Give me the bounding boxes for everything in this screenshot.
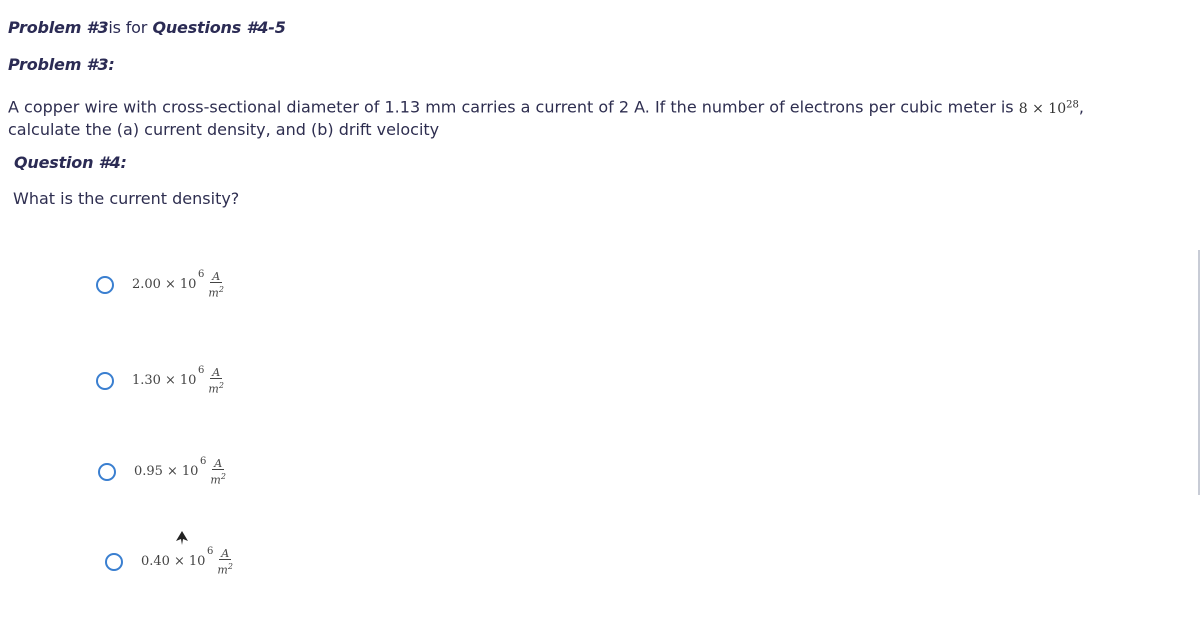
unit-numerator: A [212,270,221,283]
answer-option[interactable] [105,548,233,576]
answer-option[interactable] [98,458,226,486]
power-base [188,546,214,570]
problem-label: Problem #3: [8,55,115,74]
times-symbol: × [173,554,185,570]
answer-option[interactable] [96,367,224,395]
answer-option-label [132,271,224,299]
power-base [179,365,205,389]
power-exponent: 6 [198,365,205,377]
power-base-value: 10 [179,373,197,389]
mouse-cursor-icon [176,531,188,545]
unit-denominator [208,379,224,395]
unit-denominator-exponent: 2 [227,562,233,571]
unit-denominator-base: m [208,286,219,300]
power-exponent: 6 [207,546,214,558]
radio-button[interactable] [105,553,123,571]
problem-reference-prefix: Problem #3 [8,18,109,37]
answer-option[interactable] [96,271,224,299]
problem-text-line-2: calculate the (a) current density, and (b) drift velocity [8,120,440,139]
unit-denominator [208,283,224,299]
problem-reference-heading [8,18,286,37]
unit-denominator-base: m [210,473,221,487]
electron-density-comma: , [1078,97,1084,117]
unit-fraction [217,548,233,576]
power-base [179,269,205,293]
unit-numerator: A [221,547,230,560]
unit-denominator [217,560,233,576]
power-exponent: 6 [198,269,205,281]
unit-numerator: A [212,366,221,379]
times-symbol: × [164,373,176,389]
power-base-value: 10 [188,554,206,570]
answer-value: 0.95 [134,464,163,480]
radio-button[interactable] [98,463,116,481]
unit-numerator: A [214,457,223,470]
electron-density-base: 10 [1048,100,1067,117]
electron-density-exponent: 28 [1066,99,1079,110]
radio-button[interactable] [96,372,114,390]
unit-denominator-base: m [217,563,228,577]
answer-value: 1.30 [132,373,161,389]
unit-denominator-exponent: 2 [218,381,224,390]
unit-fraction [208,367,224,395]
times-symbol: × [164,277,176,293]
electron-density [1019,101,1079,117]
answer-value: 2.00 [132,277,161,293]
power-exponent: 6 [200,456,207,468]
power-base-value: 10 [179,277,197,293]
problem-reference-middle: is for [108,18,148,37]
unit-fraction [208,271,224,299]
power-base-value: 10 [181,464,199,480]
problem-reference-suffix: Questions #4-5 [152,18,286,37]
answer-value: 0.40 [141,554,170,570]
unit-fraction [210,458,226,486]
unit-denominator [210,470,226,486]
radio-button[interactable] [96,276,114,294]
unit-denominator-exponent: 2 [218,285,224,294]
times-symbol: × [166,464,178,480]
answer-option-label [134,458,226,486]
question-label: Question #4: [14,153,127,172]
unit-denominator-base: m [208,382,219,396]
answer-option-label [141,548,233,576]
power-base [181,456,207,480]
electron-density-mantissa: 8 × [1018,100,1044,117]
question-text: What is the current density? [13,189,240,208]
answer-option-label [132,367,224,395]
unit-denominator-exponent: 2 [220,472,226,481]
problem-text-main: A copper wire with cross-sectional diameter of 1.13 mm carries a current of 2 A. If the number of electrons per cubic meter is [8,97,1014,117]
